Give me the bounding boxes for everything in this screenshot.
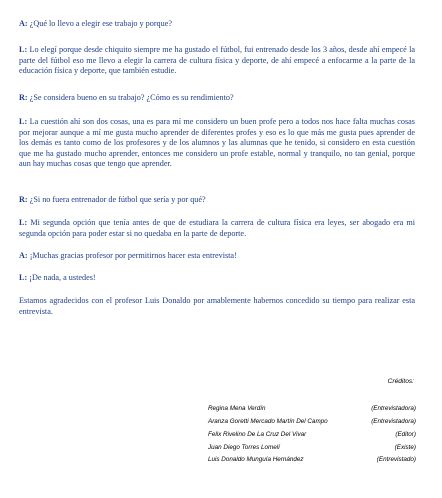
credit-role: (Editor) bbox=[395, 431, 416, 438]
credit-role: (Entrevistadora) bbox=[371, 405, 416, 412]
credit-role: (Entrevistadora) bbox=[371, 418, 416, 425]
credit-row bbox=[0, 405, 442, 415]
credit-name: Regina Mena Verdín bbox=[208, 405, 266, 412]
paragraph-text: ¡De nada, a ustedes! bbox=[27, 273, 96, 282]
credit-row bbox=[0, 456, 442, 466]
paragraph-text: La cuestión ahí son dos cosas, una es para mí me considero un buen profe pero a todos nos hace falta muchas cosas por mejorar aunque a mí me gusta mucho aprender de diferentes profes y eso es lo que más me gusta pues aprender de los demás es tanto como de los profesores y de los alumnos y las alumnas que he tenido, si considero en esta cuestión que me ha gustado mucho aprender, entonces me considero un profe estable, normal y tranquilo, no tan genial, porque aun hay muchas cosas que tengo que aprender. bbox=[19, 117, 415, 169]
speaker-label: L: bbox=[19, 218, 28, 227]
paragraph-text: Lo elegí porque desde chiquito siempre me ha gustado el fútbol, fui entrenado desde los 3 años, desde ahí empecé la parte del fútbol eso me llevo a elegir la carrera de cultura física y deporte, de ahí empecé a enfocarme a la parte de la educación física y deporte, que también estudie. bbox=[19, 45, 415, 76]
speaker-label: A: bbox=[19, 19, 28, 28]
paragraph-text: ¡Muchas gracias profesor por permitirnos hacer esta entrevista! bbox=[27, 251, 237, 260]
interview-paragraph bbox=[19, 273, 415, 284]
credit-row bbox=[0, 418, 442, 428]
credit-name: Luis Donaldo Munguía Hernández bbox=[208, 456, 304, 463]
interview-paragraph bbox=[19, 195, 415, 206]
speaker-label: L: bbox=[19, 45, 28, 54]
paragraph-text: ¿Se considera bueno en su trabajo? ¿Cómo es su rendimiento? bbox=[27, 93, 234, 102]
paragraph-text: Mi segunda opción que tenía antes de que de estudiara la carrera de cultura física era leyes, ser abogado era mi segunda opción para poder estar si no quedaba en la parte de deporte. bbox=[19, 218, 415, 238]
credits-title: Créditos: bbox=[387, 378, 414, 385]
speaker-label: A: bbox=[19, 251, 28, 260]
speaker-label: R: bbox=[19, 93, 28, 102]
interview-paragraph bbox=[19, 45, 415, 77]
credit-role: (Existe) bbox=[394, 444, 416, 451]
paragraph-text: ¿Si no fuera entrenador de fútbol que sería y por qué? bbox=[27, 195, 206, 204]
interview-paragraph bbox=[19, 19, 415, 30]
paragraph-text: ¿Qué lo llevo a elegir ese trabajo y porque? bbox=[27, 19, 172, 28]
credit-name: Aranza Goretti Mercado Martín Del Campo bbox=[208, 418, 328, 425]
closing-paragraph bbox=[19, 296, 415, 317]
credit-role: (Entrevistado) bbox=[376, 456, 416, 463]
speaker-label: L: bbox=[19, 273, 28, 282]
credit-name: Felix Rivelino De La Cruz Del Vivar bbox=[208, 431, 307, 438]
interview-paragraph bbox=[19, 93, 415, 104]
speaker-label: L: bbox=[19, 117, 28, 126]
interview-paragraph bbox=[19, 251, 415, 262]
speaker-label: R: bbox=[19, 195, 28, 204]
credit-name: Juan Diego Torres Lomelí bbox=[208, 444, 280, 451]
interview-paragraph bbox=[19, 218, 415, 239]
paragraph-text: Estamos agradecidos con el profesor Luis Donaldo por amablemente habernos concedido su tiempo para realizar esta entrevista. bbox=[19, 296, 415, 316]
credit-row bbox=[0, 431, 442, 441]
credit-row bbox=[0, 444, 442, 454]
interview-paragraph bbox=[19, 117, 415, 170]
